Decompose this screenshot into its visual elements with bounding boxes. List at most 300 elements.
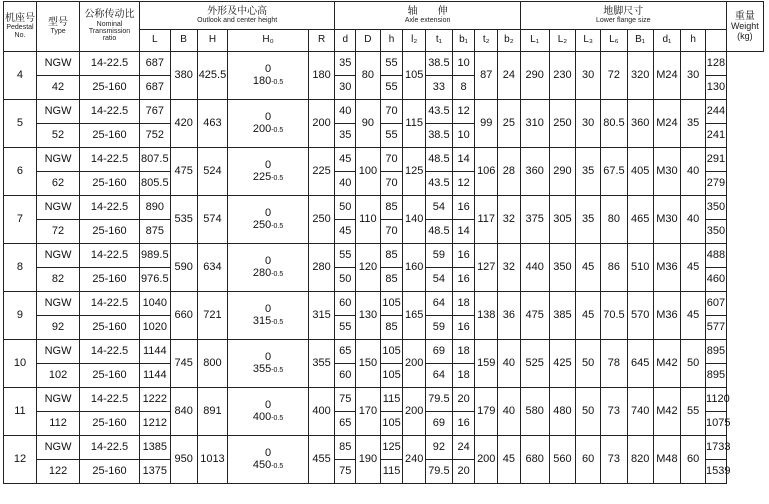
H0-lower-tolerance: -0.5 [271,174,284,182]
weight-cell: 244 [706,100,727,124]
col-header: b₂ [498,30,521,52]
L6-cell: 73 [601,436,628,484]
L-cell: 989.5 [139,244,170,268]
R-cell: 180 [308,52,335,100]
type-header: 型号 Type [36,2,79,52]
L1-cell: 290 [520,52,549,100]
d1-cell: M24 [653,52,681,100]
col-header: b₁ [452,30,475,52]
H0-cell [228,148,308,196]
pedestal-no-cell: 10 [4,340,37,388]
ratio-cell: 14-22.5 [80,196,140,220]
h-cell: 55 [380,76,403,100]
L-cell: 875 [139,220,170,244]
h-cell: 70 [380,172,403,196]
ratio-cell: 25-160 [80,412,140,436]
model-code-cell: 112 [36,412,79,436]
L-cell: 1375 [139,460,170,484]
col-header: d [335,30,356,52]
B-cell: 420 [170,100,197,148]
weight-cell: 1733 [706,436,727,460]
R-cell: 280 [308,244,335,292]
h-cell: 115 [380,460,403,484]
D-cell: 100 [356,148,381,196]
d-cell: 75 [335,388,356,412]
B1-cell: 510 [627,244,653,292]
B-cell: 745 [170,340,197,388]
d-cell: 65 [335,340,356,364]
L2-cell: 230 [549,52,576,100]
L2-cell: 425 [549,340,576,388]
H0-number: 280 [252,266,272,279]
B1-cell: 570 [627,292,653,340]
B-cell: 840 [170,388,197,436]
H-cell: 634 [197,244,228,292]
L-cell: 1222 [139,388,170,412]
b2-cell: 36 [498,292,521,340]
model-code-cell: 82 [36,268,79,292]
H0-lower-tolerance: -0.5 [271,366,284,374]
col-header: H [197,30,228,52]
h-cell: 105 [380,292,403,316]
b1-cell: 10 [452,52,475,76]
t1-cell: 92 [426,436,453,460]
D-cell: 90 [356,100,381,148]
col-header: L₁ [520,30,549,52]
col-header: t₂ [475,30,498,52]
L2-cell: 290 [549,148,576,196]
H0-lower-tolerance: -0.5 [271,318,284,326]
H0-upper-tolerance: 0 [264,350,272,363]
H0-cell [228,292,308,340]
L-cell: 1212 [139,412,170,436]
L-cell: 1020 [139,316,170,340]
b2-cell: 40 [498,388,521,436]
model-cell: NGW [36,52,79,76]
d-cell: 45 [335,220,356,244]
l2-cell: 105 [403,52,426,100]
flange-h-cell: 55 [681,388,706,436]
pedestal-no-cell: 9 [4,292,37,340]
H0-number: 250 [252,218,272,231]
H0-number: 400 [252,410,272,423]
H0-cell [228,52,308,100]
t1-cell: 54 [426,268,453,292]
H0-value [228,76,307,88]
D-cell: 120 [356,244,381,292]
L6-cell: 80 [601,196,628,244]
weight-cell: 1539 [706,460,727,484]
outlook-header: 外形及中心高 Outlook and center height [139,2,335,30]
d-cell: 45 [335,148,356,172]
H0-value [228,124,307,136]
h-cell: 105 [380,412,403,436]
col-header: L₂ [549,30,576,52]
H-cell: 463 [197,100,228,148]
ratio-cell: 14-22.5 [80,100,140,124]
L-cell: 1144 [139,340,170,364]
flange-h-cell: 45 [681,292,706,340]
weight-cell: 241 [706,124,727,148]
L1-cell: 375 [520,196,549,244]
H-cell: 1013 [197,436,228,484]
R-cell: 355 [308,340,335,388]
ratio-cell: 14-22.5 [80,52,140,76]
H0-lower-tolerance: -0.5 [271,462,284,470]
t1-cell: 54 [426,196,453,220]
B-cell: 950 [170,436,197,484]
H0-value [228,220,307,232]
col-header: L [139,30,170,52]
weight-cell: 1075 [706,412,727,436]
H0-value [228,460,307,472]
L-cell: 976.5 [139,268,170,292]
table-row [4,100,764,124]
weight-cell: 895 [706,340,727,364]
H0-value [228,268,307,280]
header-row-top [4,2,764,30]
t1-cell: 69 [426,340,453,364]
flange-h-cell: 40 [681,148,706,196]
l2-cell: 125 [403,148,426,196]
L2-cell: 305 [549,196,576,244]
R-cell: 250 [308,196,335,244]
flange-h-cell: 35 [681,100,706,148]
H0-number: 450 [252,458,272,471]
H0-upper-tolerance: 0 [264,62,272,75]
d1-cell: M36 [653,244,681,292]
flange-h-cell: 30 [681,52,706,100]
L6-cell: 67.5 [601,148,628,196]
B-cell: 535 [170,196,197,244]
t2-cell: 179 [475,388,498,436]
model-cell: NGW [36,292,79,316]
d-cell: 50 [335,196,356,220]
H0-number: 355 [252,362,272,375]
R-cell: 315 [308,292,335,340]
b1-cell: 20 [452,460,475,484]
weight-cell: 895 [706,364,727,388]
L3-cell: 60 [576,436,601,484]
L-cell: 807.5 [139,148,170,172]
table-row [4,196,764,220]
model-cell: NGW [36,436,79,460]
b2-cell: 45 [498,436,521,484]
L3-cell: 45 [576,244,601,292]
l2-cell: 200 [403,340,426,388]
col-header: h [681,30,706,52]
pedestal-no-cell: 12 [4,436,37,484]
b1-cell: 16 [452,412,475,436]
axle-header: 轴 伸 Axle extension [335,2,520,30]
model-cell: NGW [36,388,79,412]
table-row [4,292,764,316]
ratio-cell: 25-160 [80,460,140,484]
L-cell: 752 [139,124,170,148]
b1-cell: 18 [452,340,475,364]
L3-cell: 50 [576,340,601,388]
b1-cell: 12 [452,172,475,196]
B1-cell: 320 [627,52,653,100]
L6-cell: 86 [601,244,628,292]
B1-cell: 740 [627,388,653,436]
ratio-cell: 14-22.5 [80,244,140,268]
pedestal-no-cell: 5 [4,100,37,148]
d-cell: 60 [335,364,356,388]
h-cell: 105 [380,364,403,388]
H0-value [228,172,307,184]
D-cell: 110 [356,196,381,244]
b1-cell: 18 [452,292,475,316]
t2-cell: 117 [475,196,498,244]
B1-cell: 465 [627,196,653,244]
table-row [4,436,764,460]
h-cell: 70 [380,100,403,124]
h-cell: 85 [380,196,403,220]
spec-table [3,1,764,484]
L3-cell: 45 [576,292,601,340]
H0-cell [228,100,308,148]
h-cell: 70 [380,148,403,172]
model-code-cell: 42 [36,76,79,100]
ratio-cell: 25-160 [80,172,140,196]
table-row [4,340,764,364]
d-cell: 55 [335,316,356,340]
t1-cell: 79.5 [426,388,453,412]
L3-cell: 35 [576,148,601,196]
ratio-cell: 14-22.5 [80,292,140,316]
h-cell: 115 [380,388,403,412]
H-cell: 425.5 [197,52,228,100]
weight-cell: 130 [706,76,727,100]
L6-cell: 80.5 [601,100,628,148]
col-header: L₃ [576,30,601,52]
flange-h-cell: 40 [681,196,706,244]
b1-cell: 16 [452,244,475,268]
b1-cell: 12 [452,100,475,124]
L1-cell: 680 [520,436,549,484]
pedestal-header: 机座号 Pedestal No. [4,2,37,52]
B-cell: 380 [170,52,197,100]
d-cell: 30 [335,76,356,100]
model-code-cell: 62 [36,172,79,196]
model-code-cell: 122 [36,460,79,484]
d-cell: 85 [335,436,356,460]
H0-upper-tolerance: 0 [264,446,272,459]
table-row [4,148,764,172]
D-cell: 190 [356,436,381,484]
model-code-cell: 102 [36,364,79,388]
L3-cell: 30 [576,52,601,100]
L1-cell: 440 [520,244,549,292]
h-cell: 55 [380,52,403,76]
H0-upper-tolerance: 0 [264,398,272,411]
t1-cell: 38.5 [426,124,453,148]
d-cell: 35 [335,124,356,148]
weight-cell: 128 [706,52,727,76]
t2-cell: 99 [475,100,498,148]
weight-cell: 607 [706,292,727,316]
pedestal-no-cell: 7 [4,196,37,244]
ratio-cell: 25-160 [80,316,140,340]
B1-cell: 820 [627,436,653,484]
pedestal-no-cell: 8 [4,244,37,292]
B-cell: 590 [170,244,197,292]
L-cell: 1144 [139,364,170,388]
H0-cell [228,340,308,388]
col-header: L₆ [601,30,628,52]
h-cell: 85 [380,268,403,292]
model-cell: NGW [36,196,79,220]
L-cell: 1385 [139,436,170,460]
flange-h-cell: 50 [681,340,706,388]
weight-header: 重量 Weight (kg) [726,2,763,52]
col-header: l₂ [403,30,426,52]
L2-cell: 560 [549,436,576,484]
H-cell: 524 [197,148,228,196]
b1-cell: 16 [452,316,475,340]
b1-cell: 16 [452,268,475,292]
t1-cell: 59 [426,244,453,268]
H0-number: 315 [252,314,272,327]
t1-cell: 79.5 [426,460,453,484]
t2-cell: 138 [475,292,498,340]
flange-h-cell: 60 [681,436,706,484]
b1-cell: 20 [452,388,475,412]
h-cell: 125 [380,436,403,460]
l2-cell: 240 [403,436,426,484]
L-cell: 890 [139,196,170,220]
H0-number: 200 [252,122,272,135]
L1-cell: 580 [520,388,549,436]
t1-cell: 64 [426,364,453,388]
b1-cell: 18 [452,364,475,388]
b1-cell: 24 [452,436,475,460]
L-cell: 805.5 [139,172,170,196]
ratio-cell: 25-160 [80,76,140,100]
R-cell: 400 [308,388,335,436]
model-code-cell: 72 [36,220,79,244]
col-header: D [356,30,381,52]
col-header: B₁ [627,30,653,52]
d-cell: 65 [335,412,356,436]
l2-cell: 160 [403,244,426,292]
col-header: t₁ [426,30,453,52]
H-cell: 800 [197,340,228,388]
d-cell: 75 [335,460,356,484]
L-cell: 767 [139,100,170,124]
col-header: H₀ [228,30,308,52]
flange-header: 地脚尺寸 Lower flange size [520,2,726,30]
l2-cell: 200 [403,388,426,436]
model-code-cell: 52 [36,124,79,148]
model-cell: NGW [36,148,79,172]
h-cell: 105 [380,340,403,364]
H0-value [228,316,307,328]
ratio-cell: 25-160 [80,268,140,292]
h-cell: 85 [380,244,403,268]
h-cell: 85 [380,316,403,340]
b1-cell: 14 [452,148,475,172]
D-cell: 170 [356,388,381,436]
ratio-header: 公称传动比 Nominal Transmission ratio [80,2,140,52]
H0-value [228,364,307,376]
t2-cell: 87 [475,52,498,100]
H0-cell [228,436,308,484]
l2-cell: 165 [403,292,426,340]
t1-cell: 43.5 [426,100,453,124]
t2-cell: 200 [475,436,498,484]
H-cell: 574 [197,196,228,244]
col-header: R [308,30,335,52]
t1-cell: 69 [426,412,453,436]
d1-cell: M48 [653,436,681,484]
t1-cell: 48.5 [426,148,453,172]
ratio-cell: 25-160 [80,220,140,244]
H0-cell [228,244,308,292]
L3-cell: 50 [576,388,601,436]
H-cell: 721 [197,292,228,340]
R-cell: 455 [308,436,335,484]
pedestal-no-cell: 11 [4,388,37,436]
H0-upper-tolerance: 0 [264,158,272,171]
H0-value [228,412,307,424]
D-cell: 150 [356,340,381,388]
b2-cell: 25 [498,100,521,148]
d-cell: 50 [335,268,356,292]
d-cell: 55 [335,244,356,268]
R-cell: 200 [308,100,335,148]
t1-cell: 48.5 [426,220,453,244]
t1-cell: 38.5 [426,52,453,76]
L1-cell: 360 [520,148,549,196]
flange-h-cell: 45 [681,244,706,292]
weight-cell: 488 [706,244,727,268]
H0-upper-tolerance: 0 [264,110,272,123]
H0-lower-tolerance: -0.5 [271,78,284,86]
t1-cell: 33 [426,76,453,100]
D-cell: 80 [356,52,381,100]
model-code-cell: 92 [36,316,79,340]
col-header: h [380,30,403,52]
ratio-cell: 14-22.5 [80,436,140,460]
d1-cell: M24 [653,100,681,148]
B1-cell: 645 [627,340,653,388]
d1-cell: M30 [653,196,681,244]
L1-cell: 525 [520,340,549,388]
model-cell: NGW [36,340,79,364]
spec-table-body [4,52,764,484]
b2-cell: 24 [498,52,521,100]
pedestal-no-cell: 6 [4,148,37,196]
B-cell: 475 [170,148,197,196]
weight-cell: 291 [706,148,727,172]
col-header: d₁ [653,30,681,52]
L-cell: 687 [139,52,170,76]
R-cell: 225 [308,148,335,196]
b2-cell: 40 [498,340,521,388]
L6-cell: 72 [601,52,628,100]
H0-cell [228,388,308,436]
L6-cell: 70.5 [601,292,628,340]
d-cell: 35 [335,52,356,76]
L2-cell: 480 [549,388,576,436]
H0-upper-tolerance: 0 [264,302,272,315]
B1-cell: 405 [627,148,653,196]
L3-cell: 30 [576,100,601,148]
d-cell: 60 [335,292,356,316]
b2-cell: 28 [498,148,521,196]
